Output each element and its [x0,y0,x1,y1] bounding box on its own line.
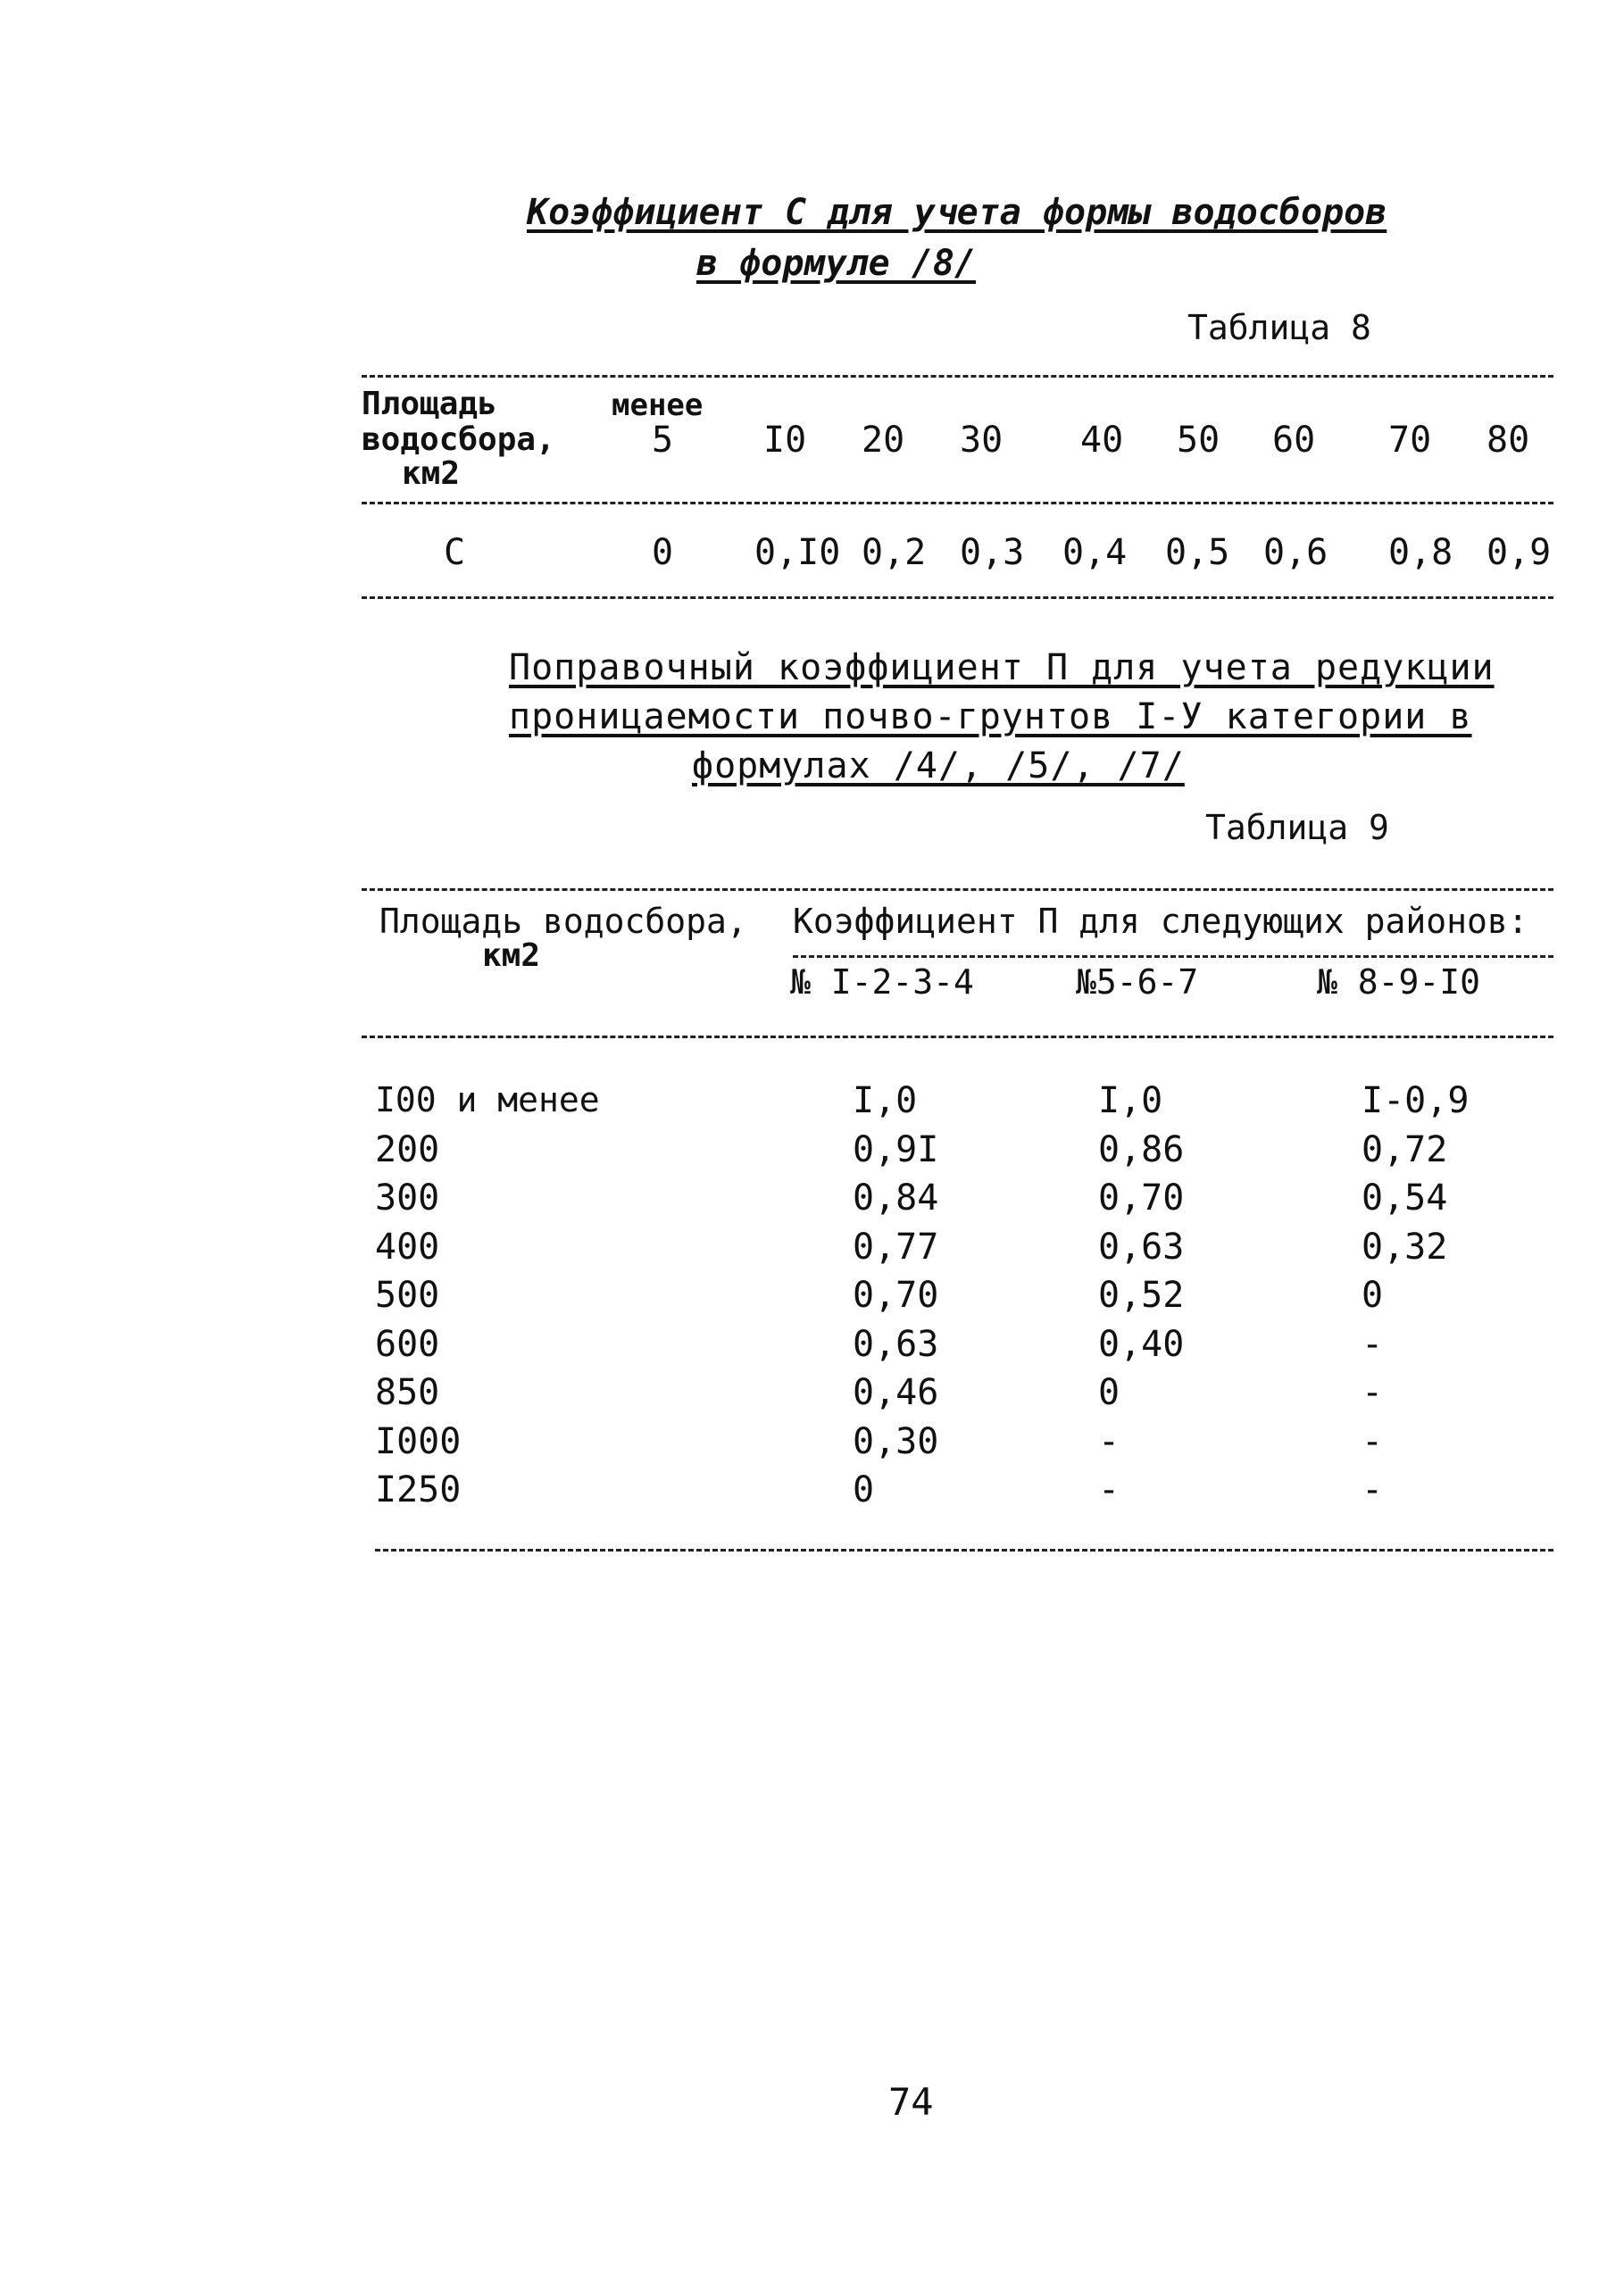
coefficient-cell: I,0 [1098,1080,1163,1121]
coefficient-cell: 0,86 [1098,1128,1185,1170]
table8-row-header-line3: км2 [402,455,461,492]
area-cell: 600 [375,1323,440,1365]
table9-subheader-2: №5-6-7 [1076,962,1199,1002]
area-cell: 850 [375,1372,440,1413]
table9-col1-header-line2: км2 [482,937,541,974]
table9-title-line3: формулах /4/, /5/, /7/ [692,745,1185,786]
area-cell: 200 [375,1128,440,1170]
coefficient-cell: 0,77 [853,1226,939,1268]
table8-c-value: 0,2 [862,532,927,573]
table8-area-value: 20 [862,420,905,461]
table8-area-value: 30 [960,420,1004,461]
table9-bottom-rule [375,1549,1553,1552]
table9-group-header: Коэффициент П для следующих районов: [793,902,1528,941]
area-cell: I000 [375,1420,462,1462]
table8-area-value: 50 [1177,420,1220,461]
table8-row-label: С [444,532,466,573]
table9-top-rule [362,888,1553,891]
table9-title-line2: проницаемости почво-грунтов I-У категории в [509,696,1472,737]
table8-title-line1: Коэффициент С для учета формы водосборов [527,192,1387,233]
table8-area-value: 70 [1388,420,1432,461]
table9-col1-header-line1: Площадь водосбора, [379,902,747,941]
area-cell: 400 [375,1226,440,1268]
table9-title-line1: Поправочный коэффициент П для учета редукции [509,647,1495,688]
coefficient-cell: 0 [1362,1275,1384,1316]
table8-less-label: менее [612,387,704,423]
coefficient-cell: 0,72 [1362,1128,1448,1170]
coefficient-cell: - [1362,1372,1384,1413]
table8-c-value: 0,I0 [754,532,841,573]
table8-row-header-line1: Площадь [362,386,497,422]
coefficient-cell: 0,40 [1098,1323,1185,1365]
area-cell: 500 [375,1275,440,1316]
coefficient-cell: 0,84 [853,1177,939,1219]
coefficient-cell: 0,70 [1098,1177,1185,1219]
table8-c-value: 0,5 [1165,532,1230,573]
table8-area-value: 60 [1272,420,1316,461]
coefficient-cell: 0,63 [1098,1226,1185,1268]
coefficient-cell: 0,52 [1098,1275,1185,1316]
coefficient-cell: 0,9I [853,1128,939,1170]
table9-subheader-3: № 8-9-I0 [1317,962,1481,1002]
coefficient-cell: 0,46 [853,1372,939,1413]
coefficient-cell: 0,70 [853,1275,939,1316]
table8-bottom-rule [362,596,1553,599]
table8-top-rule [362,375,1553,378]
table8-area-value: 80 [1487,420,1530,461]
coefficient-cell: 0,32 [1362,1226,1448,1268]
coefficient-cell: 0,63 [853,1323,939,1365]
coefficient-cell: - [1098,1420,1120,1462]
coefficient-cell: I-0,9 [1362,1080,1470,1121]
table8-title-line2: в формуле /8/ [696,243,977,284]
table9-label: Таблица 9 [1205,808,1389,847]
table8-mid-rule [362,502,1553,504]
area-cell: I250 [375,1469,462,1510]
table8-c-value: 0 [652,532,674,573]
area-cell: I00 и менее [375,1080,600,1119]
coefficient-cell: 0,30 [853,1420,939,1462]
table8-row-header-line2: водосбора, [362,421,555,458]
table8-label: Таблица 8 [1187,308,1371,347]
coefficient-cell: 0 [1098,1372,1120,1413]
table8-c-value: 0,4 [1062,532,1128,573]
table8-area-value: I0 [763,420,807,461]
coefficient-cell: - [1098,1469,1120,1510]
table9-group-rule [793,955,1553,958]
coefficient-cell: - [1362,1420,1384,1462]
area-cell: 300 [375,1177,440,1219]
page-number: 74 [888,2080,934,2124]
coefficient-cell: - [1362,1323,1384,1365]
table9-header-rule [362,1036,1553,1038]
table8-c-value: 0,3 [960,532,1025,573]
coefficient-cell: 0,54 [1362,1177,1448,1219]
table8-c-value: 0,9 [1487,532,1552,573]
table8-c-value: 0,8 [1388,532,1453,573]
coefficient-cell: I,0 [853,1080,918,1121]
table9-subheader-1: № I-2-3-4 [790,962,974,1002]
table8-c-value: 0,6 [1263,532,1328,573]
coefficient-cell: 0 [853,1469,875,1510]
coefficient-cell: - [1362,1469,1384,1510]
table8-area-value: 5 [652,420,674,461]
table8-area-value: 40 [1080,420,1124,461]
